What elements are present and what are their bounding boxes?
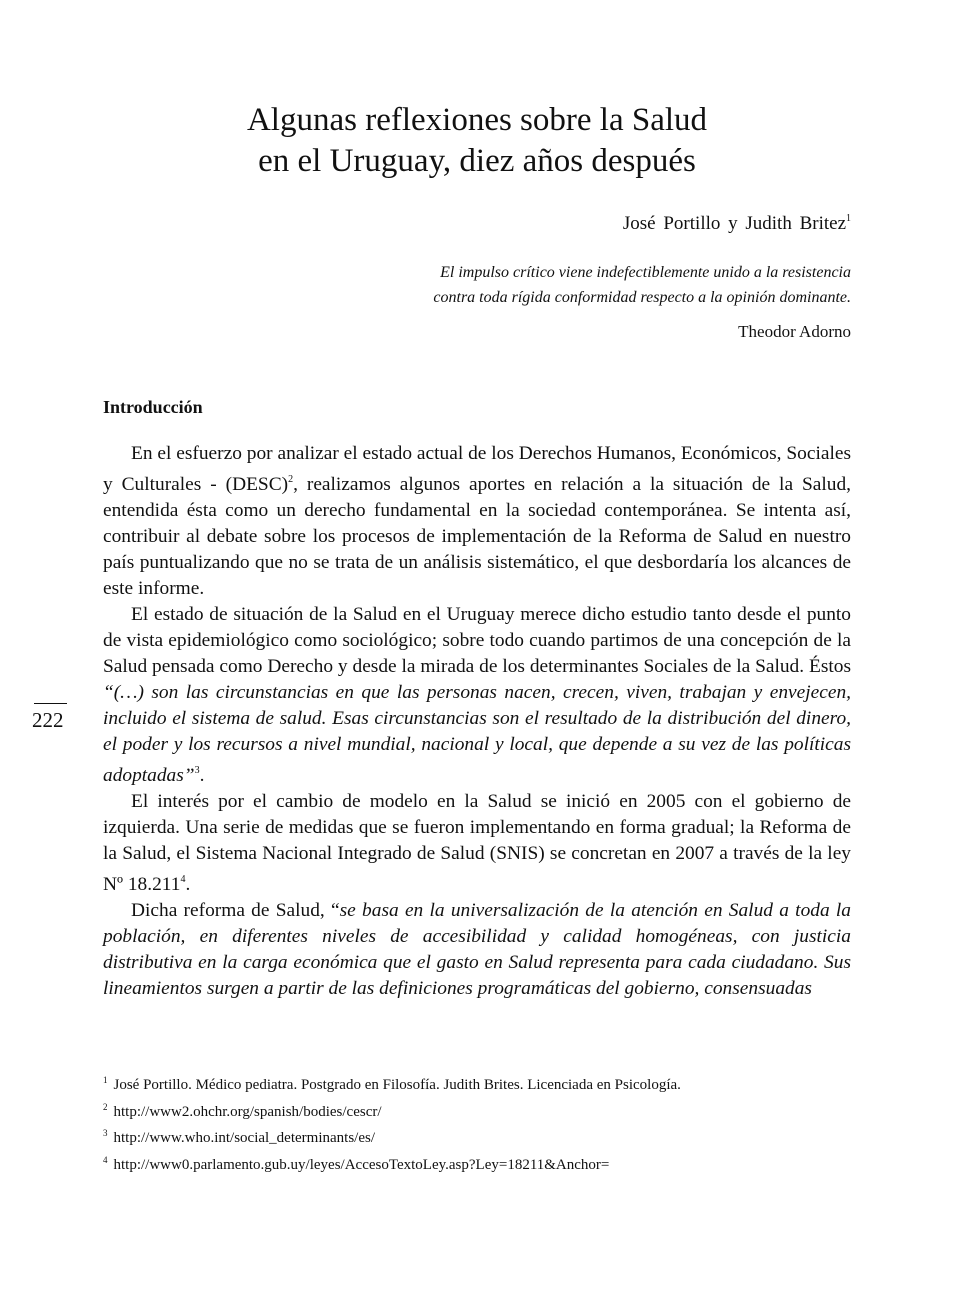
footnote-ref-4: 4	[180, 874, 186, 885]
paragraph-4	[103, 898, 851, 1002]
footnote-number: 2	[103, 1101, 108, 1112]
page-number: 222	[32, 708, 64, 732]
footnotes	[103, 1070, 851, 1176]
title-line-1: Algunas reflexiones sobre la Salud	[246, 102, 708, 138]
footnote-3	[103, 1123, 851, 1150]
paragraph-1-text-a: En el esfuerzo por analizar el estado actual de los Derechos Humanos, Económicos, Sociales y Culturales - (DESC)	[103, 443, 851, 495]
epigraph-line-1: El impulso crítico viene indefectiblemente unido a la resistencia	[440, 264, 851, 281]
paragraph-2-text-a: El estado de situación de la Salud en el Uruguay merece dicho estudio tanto desde el punto de vista epidemiológico como sociológico; sobre todo cuando partimos de una concepción de la Salud pensada como Derecho y desde la mirada de los determinantes Sociales de la Salud. Éstos	[103, 604, 851, 677]
epigraph-quote	[433, 260, 851, 310]
epigraph-author: Theodor Adorno	[738, 322, 851, 341]
footnote-link[interactable]: http://www0.parlamento.gub.uy/leyes/AccesoTextoLey.asp?Ley=18211&Anchor=	[113, 1156, 610, 1173]
footnote-number: 1	[103, 1075, 108, 1085]
footnote-link[interactable]: http://www.who.int/social_determinants/es/	[113, 1130, 375, 1146]
paragraph-3	[103, 789, 851, 898]
footnote-2	[103, 1097, 851, 1124]
paragraph-3-text-b: .	[185, 874, 191, 895]
footnote-link[interactable]: http://www2.ohchr.org/spanish/bodies/cescr/	[113, 1103, 382, 1120]
paragraph-4-text-a: Dicha reforma de Salud, “	[131, 900, 340, 921]
epigraph-line-2: contra toda rígida conformidad respecto a la opinión dominante.	[433, 289, 851, 306]
footnote-text: José Portillo. Médico pediatra. Postgrado en Filosofía. Judith Brites. Licenciada en Psicología.	[113, 1077, 681, 1093]
footnote-number: 4	[103, 1154, 108, 1165]
paragraph-1	[103, 441, 851, 602]
paragraph-1-text-b: , realizamos algunos aportes en relación a la situación de la Salud, entendida ésta como un derecho fundamental en la sociedad contemporánea. Se intenta así, contribuir al debate sobre los procesos de implementación de la Reforma de Salud en nuestro país puntualizando que no se trata de un análisis sistemático, el que desbordaría los alcances de este informe.	[103, 474, 851, 599]
paragraph-2	[103, 602, 851, 789]
title-line-2: en el Uruguay, diez años después	[258, 143, 696, 179]
author-footnote-ref: 1	[846, 213, 851, 224]
footnote-4	[103, 1150, 851, 1177]
paragraph-4-quote: se basa en la universalización de la atención en Salud a toda la población, en diferentes niveles de accesibilidad y calidad homogéneas, con justicia distributiva en la carga económica que el gasto en Salud representa para cada ciudadano. Sus lineamientos surgen a partir de las definiciones programáticas del gobierno, consensuadas	[103, 900, 851, 999]
paragraph-2-text-b: .	[199, 765, 205, 786]
article-title	[103, 100, 851, 182]
footnote-number: 3	[103, 1128, 108, 1138]
section-heading: Introducción	[103, 397, 203, 417]
page-number-rule	[34, 703, 67, 704]
paragraph-3-text-a: El interés por el cambio de modelo en la Salud se inició en 2005 con el gobierno de izquierda. Una serie de medidas que se fueron implementando en forma gradual; la Reforma de la Salud, el Sistema Nacional Integrado de Salud (SNIS) se concretan en 2007 a través de la ley Nº 18.211	[103, 791, 851, 895]
body-text	[103, 441, 851, 1002]
footnote-ref-2: 2	[288, 474, 294, 485]
footnote-1	[103, 1070, 851, 1097]
footnote-ref-3: 3	[194, 765, 200, 776]
author-line	[623, 206, 851, 237]
author-names: José Portillo y Judith Britez	[622, 213, 846, 234]
paragraph-2-quote: “(…) son las circunstancias en que las personas nacen, crecen, viven, trabajan y envejecen, incluido el sistema de salud. Esas circunstancias son el resultado de la distribución del dinero, el poder y los recursos a nivel mundial, nacional y local, que depende a su vez de las políticas adoptadas”	[103, 682, 851, 786]
